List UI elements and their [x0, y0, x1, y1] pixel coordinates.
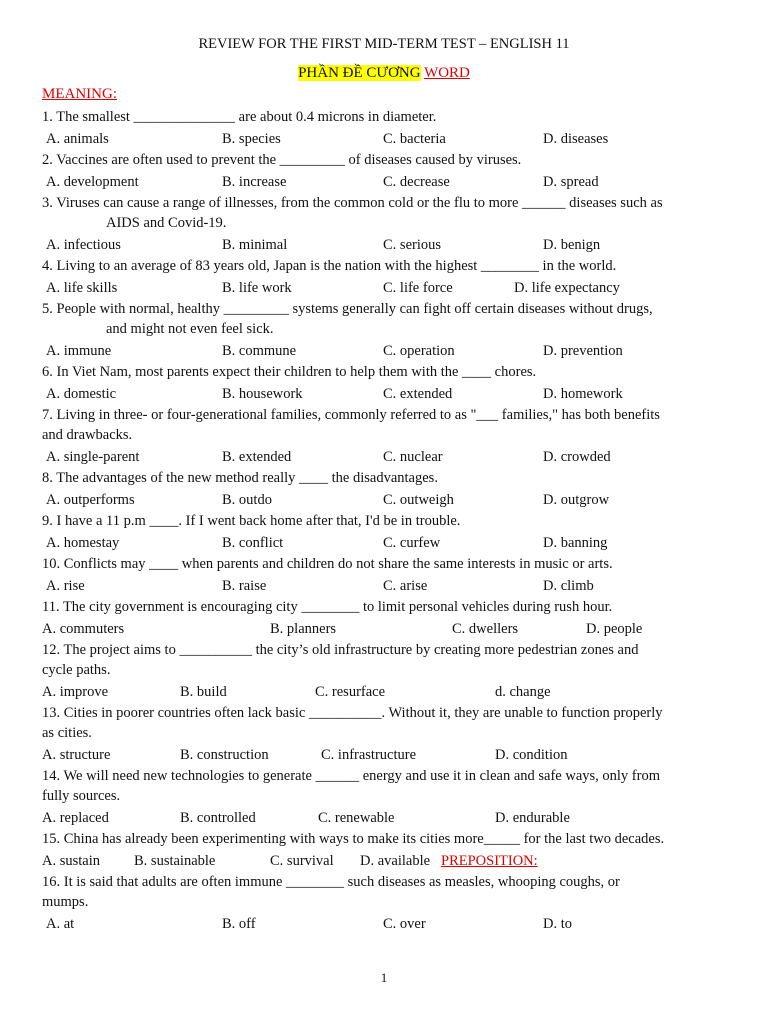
answer-option[interactable]: B. outdo	[222, 492, 272, 508]
answer-option[interactable]: A. infectious	[46, 237, 121, 253]
question-stem: 3. Viruses can cause a range of illnesses, from the common cold or the flu to more ______ diseases such as	[42, 195, 663, 211]
answer-option[interactable]: A. commuters	[42, 621, 125, 637]
question-7	[0, 405, 768, 468]
answer-option[interactable]: B. increase	[222, 174, 287, 190]
page-title: REVIEW FOR THE FIRST MID-TERM TEST – ENGLISH 11	[198, 36, 570, 52]
answer-option[interactable]: B. housework	[222, 386, 303, 402]
question-11	[0, 597, 768, 640]
answer-option[interactable]: A. single-parent	[46, 449, 140, 465]
answer-option[interactable]: B. planners	[270, 621, 337, 637]
question-stem-continued: and drawbacks.	[42, 427, 133, 443]
question-stem-continued: AIDS and Covid-19.	[106, 215, 227, 231]
answer-options	[0, 743, 768, 766]
question-stem: 15. China has already been experimenting with ways to make its cities more_____ for the last two decades.	[42, 831, 665, 847]
question-1	[0, 107, 768, 150]
answer-option[interactable]: B. build	[180, 684, 227, 700]
answer-options	[0, 680, 768, 703]
answer-option[interactable]: D. benign	[543, 237, 601, 253]
answer-options	[0, 912, 768, 935]
answer-option[interactable]: A. sustain	[42, 853, 100, 869]
answer-option[interactable]: D. outgrow	[543, 492, 610, 508]
question-stem-continued: as cities.	[42, 725, 92, 741]
answer-option[interactable]: A. homestay	[46, 535, 120, 551]
answer-options	[0, 276, 768, 299]
question-stem: 11. The city government is encouraging city ________ to limit personal vehicles during rush hour.	[42, 599, 613, 615]
question-16	[0, 872, 768, 935]
answer-option[interactable]: B. commune	[222, 343, 297, 359]
question-stem: 1. The smallest ______________ are about 0.4 microns in diameter.	[42, 109, 437, 125]
answer-option[interactable]: A. replaced	[42, 810, 109, 826]
answer-options	[0, 127, 768, 150]
answer-option[interactable]: B. controlled	[180, 810, 256, 826]
answer-option[interactable]: B. sustainable	[134, 853, 216, 869]
answer-option[interactable]: C. operation	[383, 343, 455, 359]
question-stem: 13. Cities in poorer countries often lack basic __________. Without it, they are unable to function properly	[42, 705, 663, 721]
answer-option[interactable]: C. infrastructure	[321, 747, 417, 763]
question-5	[0, 299, 768, 362]
answer-option[interactable]: D. condition	[495, 747, 568, 763]
question-stem: 10. Conflicts may ____ when parents and children do not share the same interests in music or arts.	[42, 556, 613, 572]
answer-option[interactable]: C. resurface	[315, 684, 386, 700]
answer-option[interactable]: D. prevention	[543, 343, 623, 359]
answer-option[interactable]: D. crowded	[543, 449, 611, 465]
question-13	[0, 703, 768, 766]
answer-options	[0, 574, 768, 597]
answer-option[interactable]: D. banning	[543, 535, 608, 551]
answer-option[interactable]: C. curfew	[383, 535, 441, 551]
question-10	[0, 554, 768, 597]
question-stem: 12. The project aims to __________ the city’s old infrastructure by creating more pedestrian zones and	[42, 642, 639, 658]
section-preposition-heading: PREPOSITION:	[441, 853, 538, 869]
answer-option[interactable]: C. renewable	[318, 810, 395, 826]
question-15	[0, 829, 768, 872]
answer-option[interactable]: D. people	[586, 621, 643, 637]
answer-option[interactable]: C. bacteria	[383, 131, 446, 147]
answer-option[interactable]: C. outweigh	[383, 492, 454, 508]
answer-option[interactable]: A. structure	[42, 747, 111, 763]
question-stem-continued: and might not even feel sick.	[106, 321, 274, 337]
answer-option[interactable]: B. minimal	[222, 237, 288, 253]
page-number: 1	[380, 970, 388, 985]
section-meaning-heading: MEANING:	[42, 86, 117, 102]
question-6	[0, 362, 768, 405]
answer-options	[0, 617, 768, 640]
answer-option[interactable]: B. raise	[222, 578, 267, 594]
answer-options	[0, 849, 768, 872]
question-stem: 6. In Viet Nam, most parents expect their children to help them with the ____ chores.	[42, 364, 537, 380]
question-2	[0, 150, 768, 193]
answer-option[interactable]: D. diseases	[543, 131, 609, 147]
answer-option[interactable]: D. life expectancy	[514, 280, 620, 296]
answer-option[interactable]: B. species	[222, 131, 281, 147]
answer-option[interactable]: A. improve	[42, 684, 109, 700]
answer-option[interactable]: D. available	[360, 853, 431, 869]
answer-option[interactable]: D. endurable	[495, 810, 570, 826]
question-stem: 2. Vaccines are often used to prevent the _________ of diseases caused by viruses.	[42, 152, 522, 168]
question-list	[0, 107, 768, 935]
subtitle-word: WORD	[424, 65, 470, 81]
answer-option[interactable]: C. arise	[383, 578, 428, 594]
answer-option[interactable]: C. extended	[383, 386, 453, 402]
question-stem: 9. I have a 11 p.m ____. If I went back home after that, I'd be in trouble.	[42, 513, 461, 529]
answer-option[interactable]: B. life work	[222, 280, 292, 296]
answer-option[interactable]: d. change	[495, 684, 551, 700]
question-4	[0, 256, 768, 299]
question-3	[0, 193, 768, 256]
answer-options	[0, 382, 768, 405]
question-stem: 4. Living to an average of 83 years old, Japan is the nation with the highest ________ in the world.	[42, 258, 617, 274]
question-stem-continued: cycle paths.	[42, 662, 111, 678]
answer-option[interactable]: D. homework	[543, 386, 623, 402]
answer-option[interactable]: A. immune	[46, 343, 112, 359]
answer-option[interactable]: B. construction	[180, 747, 269, 763]
answer-option[interactable]: C. survival	[270, 853, 334, 869]
answer-options	[0, 806, 768, 829]
question-stem: 14. We will need new technologies to generate ______ energy and use it in clean and safe ways, only from	[42, 768, 660, 784]
subtitle-highlight: PHẦN ĐỀ CƯƠNG	[298, 65, 421, 81]
question-stem: 5. People with normal, healthy _________ systems generally can fight off certain diseases without drugs,	[42, 301, 653, 317]
question-stem: 7. Living in three- or four-generational families, commonly referred to as "___ families," has both benefits	[42, 407, 660, 423]
page-subtitle	[0, 65, 768, 82]
answer-option[interactable]: C. decrease	[383, 174, 450, 190]
question-8	[0, 468, 768, 511]
answer-option[interactable]: B. off	[222, 916, 256, 932]
answer-option[interactable]: A. development	[46, 174, 139, 190]
answer-option[interactable]: B. extended	[222, 449, 292, 465]
answer-options	[0, 170, 768, 193]
answer-option[interactable]: A. at	[46, 916, 75, 932]
answer-options	[0, 339, 768, 362]
question-12	[0, 640, 768, 703]
question-stem: 8. The advantages of the new method really ____ the disadvantages.	[42, 470, 438, 486]
answer-option[interactable]: C. over	[383, 916, 426, 932]
answer-options	[0, 488, 768, 511]
answer-options	[0, 445, 768, 468]
question-9	[0, 511, 768, 554]
answer-option[interactable]: C. life force	[383, 280, 453, 296]
answer-option[interactable]: A. animals	[46, 131, 109, 147]
answer-option[interactable]: D. to	[543, 916, 572, 932]
answer-option[interactable]: A. rise	[46, 578, 85, 594]
answer-option[interactable]: A. outperforms	[46, 492, 135, 508]
question-stem-continued: mumps.	[42, 894, 89, 910]
question-stem-continued: fully sources.	[42, 788, 121, 804]
answer-option[interactable]: C. nuclear	[383, 449, 443, 465]
answer-options	[0, 233, 768, 256]
answer-option[interactable]: D. climb	[543, 578, 594, 594]
answer-option[interactable]: B. conflict	[222, 535, 284, 551]
answer-option[interactable]: C. dwellers	[452, 621, 519, 637]
answer-option[interactable]: C. serious	[383, 237, 441, 253]
answer-option[interactable]: D. spread	[543, 174, 599, 190]
answer-options	[0, 531, 768, 554]
question-stem: 16. It is said that adults are often immune ________ such diseases as measles, whooping coughs, or	[42, 874, 620, 890]
question-14	[0, 766, 768, 829]
answer-option[interactable]: A. domestic	[46, 386, 117, 402]
answer-option[interactable]: A. life skills	[46, 280, 118, 296]
